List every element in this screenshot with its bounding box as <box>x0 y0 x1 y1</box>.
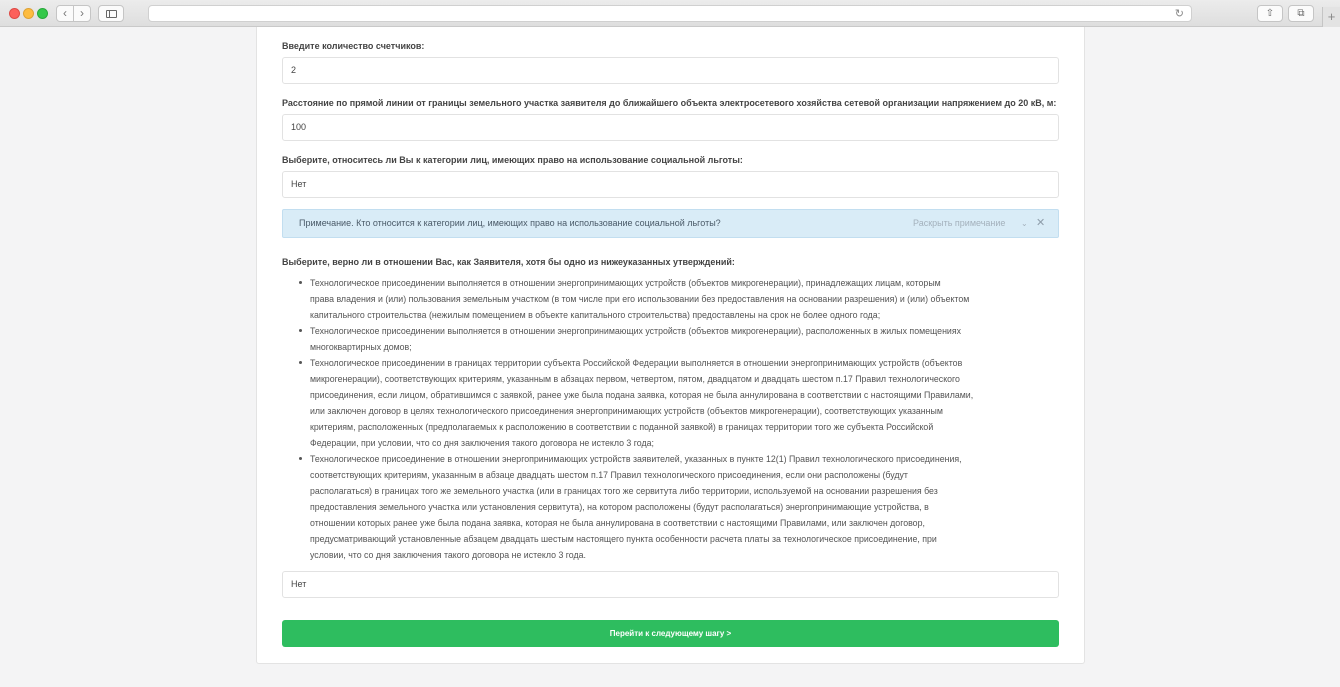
distance-input[interactable]: 100 <box>282 114 1059 141</box>
share-button[interactable] <box>1257 5 1283 22</box>
list-item: Технологическое присоединении в границах территории субъекта Российской Федерации выполняется в отношении энергопринимающих устройств (объектов микрогенерации), соответствующих критериям, указанным в абзацах первом, четвертом, пятом, двадцатом и двадцать шестом п.17 Правил технологического присоединения, если лицом, обратившимся с заявкой, ранее уже была подана заявка, которая не была аннулирована в соответствии с настоящими Правилами, или заключен договор в целях технологического присоединения энергопринимающих устройств (объектов микрогенерации), соответствующих указанным критериям, расположенных (предполагаемых к расположению в соответствии с поданной заявкой) в границах территории того же субъекта Российской Федерации, при условии, что со дня заключения такого договора не истекло 3 года; <box>310 355 1060 451</box>
address-bar[interactable] <box>148 5 1192 22</box>
sidebar-icon <box>106 10 117 18</box>
browser-toolbar <box>0 0 1340 27</box>
note-alert <box>282 209 1059 238</box>
plus-icon: + <box>1327 9 1336 24</box>
maximize-window-button[interactable] <box>37 8 48 19</box>
meter-count-label: Введите количество счетчиков: <box>282 41 425 51</box>
statements-list <box>310 275 1060 563</box>
tabs-icon: ⧉ <box>1297 8 1305 19</box>
chevron-down-icon[interactable]: ⌄ <box>1021 219 1028 228</box>
chevron-right-icon: › <box>80 6 84 20</box>
next-step-button[interactable]: Перейти к следующему шагу > <box>282 620 1059 647</box>
chevron-left-icon: ‹ <box>63 6 67 20</box>
note-text: Примечание. Кто относится к категории лиц, имеющих право на использование социальной льготы? <box>299 218 721 228</box>
forward-button[interactable] <box>73 5 91 22</box>
reload-icon[interactable]: ↻ <box>1174 8 1184 20</box>
meter-count-input[interactable]: 2 <box>282 57 1059 84</box>
list-item: Технологическое присоединении выполняется в отношении энергопринимающих устройств (объектов микрогенерации), расположенных в жилых помещениях многоквартирных домов; <box>310 323 1060 355</box>
close-icon[interactable]: ✕ <box>1036 217 1046 229</box>
close-window-button[interactable] <box>9 8 20 19</box>
minimize-window-button[interactable] <box>23 8 34 19</box>
list-item: Технологическое присоединении выполняется в отношении энергопринимающих устройств (объектов микрогенерации), принадлежащих лицам, которым права владения и (или) пользования земельным участком (в том числе при его использовании без предоставления на основании разрешения) и (или) объектом капитального строительства (нежилым помещением в объекте капитального строительства) предоставлены на срок не более одного года; <box>310 275 1060 323</box>
statements-select[interactable]: Нет <box>282 571 1059 598</box>
distance-label: Расстояние по прямой линии от границы земельного участка заявителя до ближайшего объекта электросетевого хозяйства сетевой организации напряжением до 20 кВ, м: <box>282 98 1057 108</box>
expand-note-link[interactable]: Раскрыть примечание <box>913 218 1006 228</box>
new-tab-button[interactable] <box>1322 7 1340 27</box>
sidebar-toggle-button[interactable] <box>98 5 124 22</box>
list-item: Технологическое присоединение в отношении энергопринимающих устройств заявителей, указанных в пункте 12(1) Правил технологического присоединения, соответствующих критериям, указанным в абзаце двадцать шестом п.17 Правил технологического присоединения, если они расположены (будут располагаться) в границах того же земельного участка (или в границах того же сервитута либо территории, используемой на основании разрешения без предоставления земельного участка или установления сервитута), на котором расположены (будут располагаться) энергопринимающие устройства, в отношении которых ранее уже была подана заявка, которая не была аннулирована в соответствии с настоящими Правилами, или заключен договор, предусматривающий установленные абзацем двадцать шестым настоящего пункта особенности расчета платы за технологическое присоединение, при условии, что со дня заключения такого договора не истекло 3 года. <box>310 451 1060 563</box>
back-button[interactable] <box>56 5 74 22</box>
social-benefit-label: Выберите, относитесь ли Вы к категории лиц, имеющих право на использование социальной льготы: <box>282 155 743 165</box>
share-icon: ⇧ <box>1265 8 1275 19</box>
tab-overview-button[interactable] <box>1288 5 1314 22</box>
statements-label: Выберите, верно ли в отношении Вас, как Заявителя, хотя бы одно из нижеуказанных утверждений: <box>282 257 735 267</box>
social-benefit-select[interactable]: Нет <box>282 171 1059 198</box>
